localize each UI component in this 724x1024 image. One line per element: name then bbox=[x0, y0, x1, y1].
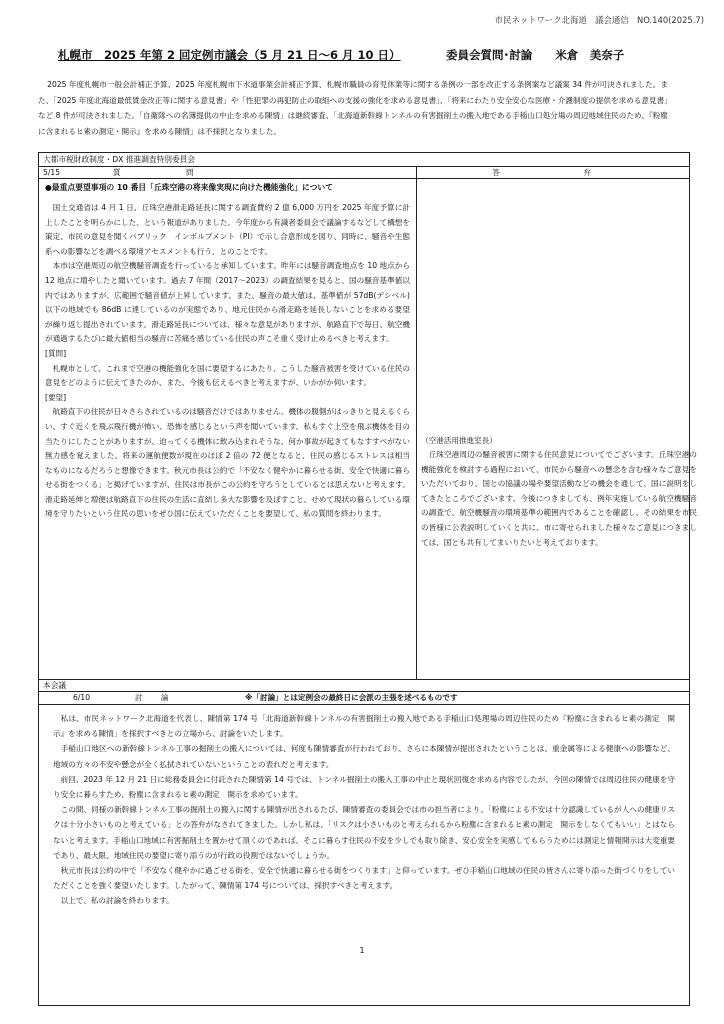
question-topic: ●最重点要望事項の 10 番目「丘珠空港の将来像実現に向けた機能強化」について bbox=[45, 183, 334, 192]
plenary-note: ※「討論」とは定例会の最終日に会派の主張を述べるものです bbox=[245, 693, 458, 702]
plenary-paragraph: 前回、2023 年 12 月 21 日に総務委員会に付託された陳情第 14 号では、トンネル掘削土の搬入工事の中止と現状回復を求める内容でしたが、今回の陳情では周辺住民の健康を守り安全に暮らすため、粉塵に含まれるヒ素の測定 開示を求めています。 bbox=[53, 774, 675, 800]
intro-paragraph: 2025 年度札幌市一般会計補正予算、2025 年度札幌市下水道事業会計補正予算、札幌市職員の育児休業等に関する条例の一部を改正する条例案など議案 34 件が可決されました。また、「2025 年度北海道最低賃金改正等に関する意見書」や「性犯罪の再犯防止の取組への支援の強化を求める意見書」、「将来にわたり安全安心な医療・介護制度の提供を求める意見書」など 8 件が可決されました。「自衛隊への名簿提供の中止を求める陳情」は継続審査、「北海道新幹線トンネルの有害掘削土の搬入地である手稲山口処分場の周辺地域住民のため、『粉塵に含まれるヒ素の測定・開示』を求める陳情」は不採択となりました。 bbox=[38, 80, 668, 136]
plenary-body bbox=[39, 705, 690, 1006]
session-title: 札幌市 2025 年第 2 回定例市議会（5 月 21 日～6 月 10 日） bbox=[58, 48, 401, 62]
request-text: 航路直下の住民が日々さらされているのは騒音だけではありません。機体の腹側がはっきりと見えるくらい、すぐ近くを飛ぶ飛行機が怖い、恐怖を感じるという声を聞いています。私もすぐ上空を飛ぶ機体を目の当たりにしたことがありますが、迫ってくる機体に飲み込まれそうな、何か事故が起きてもなすすべがない無力感を覚えました。将来の運航便数が現在のほぼ 2 倍の 72 便となると、住民の感じるストレスは相当なものになるだろうと想像できます。秋元市長は公約で「不安なく健やかに暮らせる街、安全で快適に暮らせる街をつくる」と掲げていますが、住民は市長がこの公約を守ろうとしているとは思えないと考えます。滑走路延伸と増便は航路直下の住民の生活に直結し多大な影響を及ぼすこと、せめて現状の暮らしている環境を守りたいという住民の思いをぜひ国に伝えていただくことを要望して、私の質問を終わります。 bbox=[45, 407, 410, 519]
answer-cell bbox=[417, 179, 697, 680]
plenary-label: 討論 bbox=[135, 693, 187, 702]
plenary-paragraph: この間、同様の新幹線トンネル工事の掘削土の搬入に関する陳情が出されるたび、陳情審査の委員会では市の担当者により、「粉塵による不安は十分認識しているが人への健康リスクは十分小さいものと考えている」との答弁がなされてきました。しかし私は、「リスクは小さいものと考えられるから粉塵に含まれるヒ素の測定 開示をしなくてもいい」とはならないと考えます。手稲山口地域に有害掘削土を置かせて頂くのであれば、そこに暮らす住民の不安を少しでも取り除き、安心安全を実感してもらうためには測定と情報開示は大変重要であり、最大限、地域住民の要望に寄り添うのが行政の役割ではないでしょうか。 bbox=[53, 805, 675, 860]
question-text: 札幌市として、これまで空港の機能強化を国に要望するにあたり、こうした騒音被害を受けている住民の意見をどのように伝えてきたのか、また、今後も伝えるべきと考えますが、いかがか伺います。 bbox=[45, 363, 410, 388]
plenary-paragraph: 秋元市長は公約の中で「不安なく健やかに過ごせる街を、安全で快適に暮らせる街をつくります」と仰っています。ぜひ手稲山口地域の住民の皆さんに寄り添った街づくりをしていただくことを強く要望いたします。したがって、陳情第 174 号については、採択すべきと考えます。 bbox=[53, 866, 675, 891]
plenary-head bbox=[39, 692, 690, 705]
committee-date: 5/15 bbox=[43, 168, 61, 177]
newsletter-header: 市民ネットワーク北海道 議会通信 NO.140(2025.7) bbox=[494, 15, 704, 25]
plenary-paragraph: 以上で、私の討論を終わります。 bbox=[60, 896, 174, 906]
request-label: [要望] bbox=[45, 392, 67, 402]
title-row bbox=[58, 47, 668, 63]
plenary-paragraph: 手稲山口地区への新幹線トンネル工事の掘削土の搬入については、何度も陳情審査が行われており、さらに本陳情が提出されたということは、重金属等による健康への影響など、地域の方々の不安や懸念が全く払拭されていないということの表れだと考えます。 bbox=[53, 744, 675, 769]
question-column-head bbox=[39, 167, 417, 179]
committee-section-label: 大都市税財政制度・DX 推進調査特別委員会 bbox=[39, 153, 690, 167]
question-paragraph: 国土交通省は 4 月 1 日、丘珠空港滑走路延長に関する調査費約 2 億 6,000 万円を 2025 年度予算に計上したことを明らかにした、という報道がありました。今年度から有識者委員会で議論するなどして構想を策定、市民の意見を聞くパブリック インボルブメント（PI）で示し合意形成を図り、同時に、騒音や生態系への影響などを調べる環境アセスメントも行う、とのことです。 bbox=[45, 203, 410, 256]
qa-table bbox=[38, 152, 697, 1006]
answer-block bbox=[421, 434, 697, 550]
plenary-paragraph: 私は、市民ネットワーク北海道を代表し、陳情第 174 号「北海道新幹線トンネルの有害掘削土の搬入地である手稲山口処理場の周辺住民のため『粉塵に含まれるヒ素の測定 開示』を求める陳情」を採択すべきとの立場から、討論をいたします。 bbox=[53, 714, 675, 739]
question-cell bbox=[39, 179, 417, 680]
question-label: [質問] bbox=[45, 348, 67, 358]
plenary-date: 6/10 bbox=[73, 693, 91, 702]
answer-text: 丘珠空港周辺の騒音被害に関する住民意見についてでございます。丘珠空港の機能強化を検討する過程において、市民から騒音への懸念を含む様々なご意見をいただいており、国との協議の場や要望活動などの機会を通して、国に説明をしてきたところでございます。今後につきましても、例年実施している航空機騒音の調査で、航空機騒音の環境基準の範囲内であることを確認し、その結果を市民の皆様に公表説明していくと共に、市に寄せられました様々なご意見につきましては、国とも共有してまいりたいと考えております。 bbox=[421, 450, 697, 547]
question-paragraph: 本市は空港周辺の航空機騒音調査を行っていると承知しています。昨年には騒音調査地点を 10 地点から 12 地点に増やしたと聞いています。過去 7 年間（2017～2023）の調査結果を見ると、国の騒音基準値以内ではありますが、広範囲で騒音値が上昇しています。また、騒音の最大値は、基準値が 57dB(デシベル)以下の地域でも 86dB に達しているのが実態であり、地元住民から滑走路を延長しないことを求める要望が繰り返し提出されています。滑走路延長については、様々な意見がありますが、航路直下で毎日、航空機が通過するたびに最大値相当の騒音に苦痛を感じている住民の声こそ重く受け止めるべきと考えます。 bbox=[45, 261, 410, 344]
plenary-section-label: 本会議 bbox=[39, 680, 690, 692]
page-number: 1 bbox=[359, 946, 365, 955]
author-heading: 委員会質問･討論 米倉 美奈子 bbox=[446, 48, 625, 62]
question-head-label: 質 問 bbox=[113, 168, 211, 177]
answer-column-head: 答 弁 bbox=[417, 167, 690, 179]
answer-role: （空港活用推進室長） bbox=[421, 436, 497, 445]
